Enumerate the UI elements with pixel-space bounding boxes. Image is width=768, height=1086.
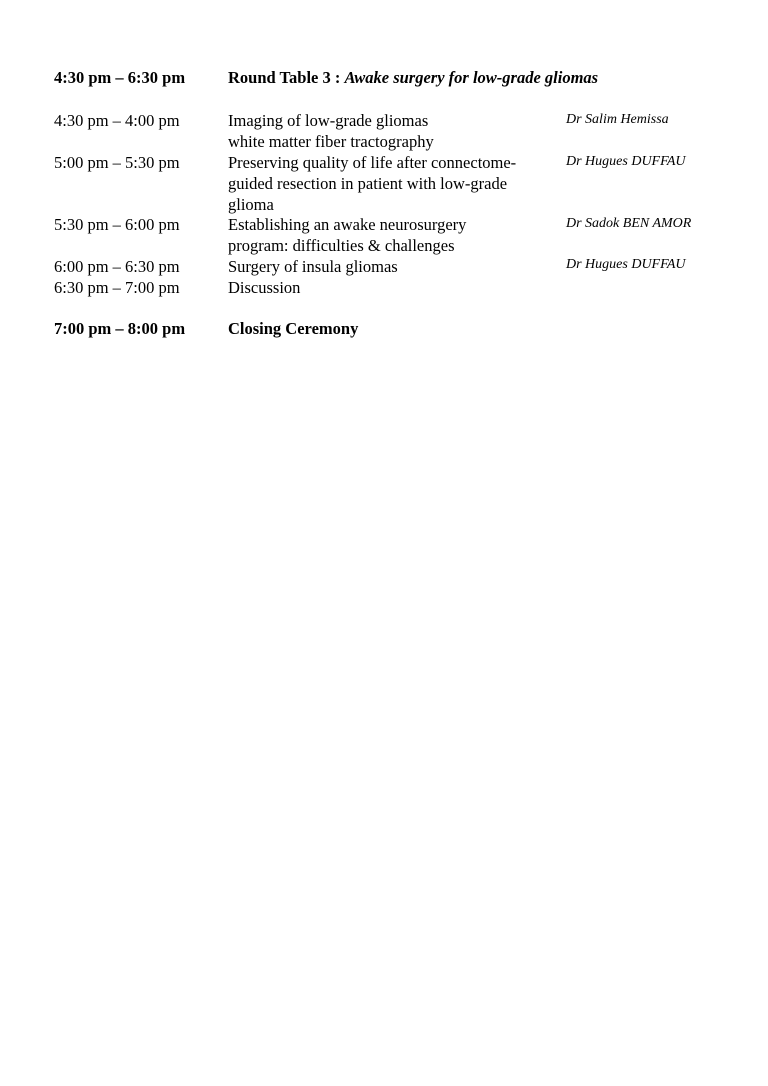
closing-title: Closing Ceremony	[228, 319, 359, 338]
session-title-line: Discussion	[228, 278, 301, 297]
session-speaker: Dr Sadok BEN AMOR	[566, 216, 692, 231]
session-title	[228, 214, 558, 256]
session-title-line: glioma	[228, 195, 274, 214]
session-title-line: program: difficulties & challenges	[228, 236, 455, 255]
session-title	[228, 277, 558, 298]
session-title-line: Preserving quality of life after connectome-	[228, 153, 517, 172]
closing-time: 7:00 pm – 8:00 pm	[54, 319, 186, 338]
session-title-line: white matter fiber tractography	[228, 132, 434, 151]
round-table-theme: Awake surgery for low-grade gliomas	[344, 68, 599, 87]
session-speaker: Dr Salim Hemissa	[566, 112, 669, 127]
round-table-title	[228, 67, 598, 88]
session-title	[228, 110, 558, 152]
session-title-line: Establishing an awake neurosurgery	[228, 215, 467, 234]
session-time: 6:00 pm – 6:30 pm	[54, 257, 180, 276]
session-time: 6:30 pm – 7:00 pm	[54, 278, 180, 297]
session-speaker: Dr Hugues DUFFAU	[566, 154, 686, 169]
session-time: 4:30 pm – 4:00 pm	[54, 111, 180, 130]
session-title-line: Surgery of insula gliomas	[228, 257, 398, 276]
session-speaker: Dr Hugues DUFFAU	[566, 257, 686, 272]
round-table-time: 4:30 pm – 6:30 pm	[54, 68, 186, 87]
session-title-line: guided resection in patient with low-grade	[228, 174, 508, 193]
session-time: 5:30 pm – 6:00 pm	[54, 215, 180, 234]
round-table-label: Round Table 3 :	[228, 68, 341, 87]
session-title	[228, 152, 558, 215]
session-title-line: Imaging of low-grade gliomas	[228, 111, 429, 130]
session-title	[228, 256, 558, 277]
session-time: 5:00 pm – 5:30 pm	[54, 153, 180, 172]
